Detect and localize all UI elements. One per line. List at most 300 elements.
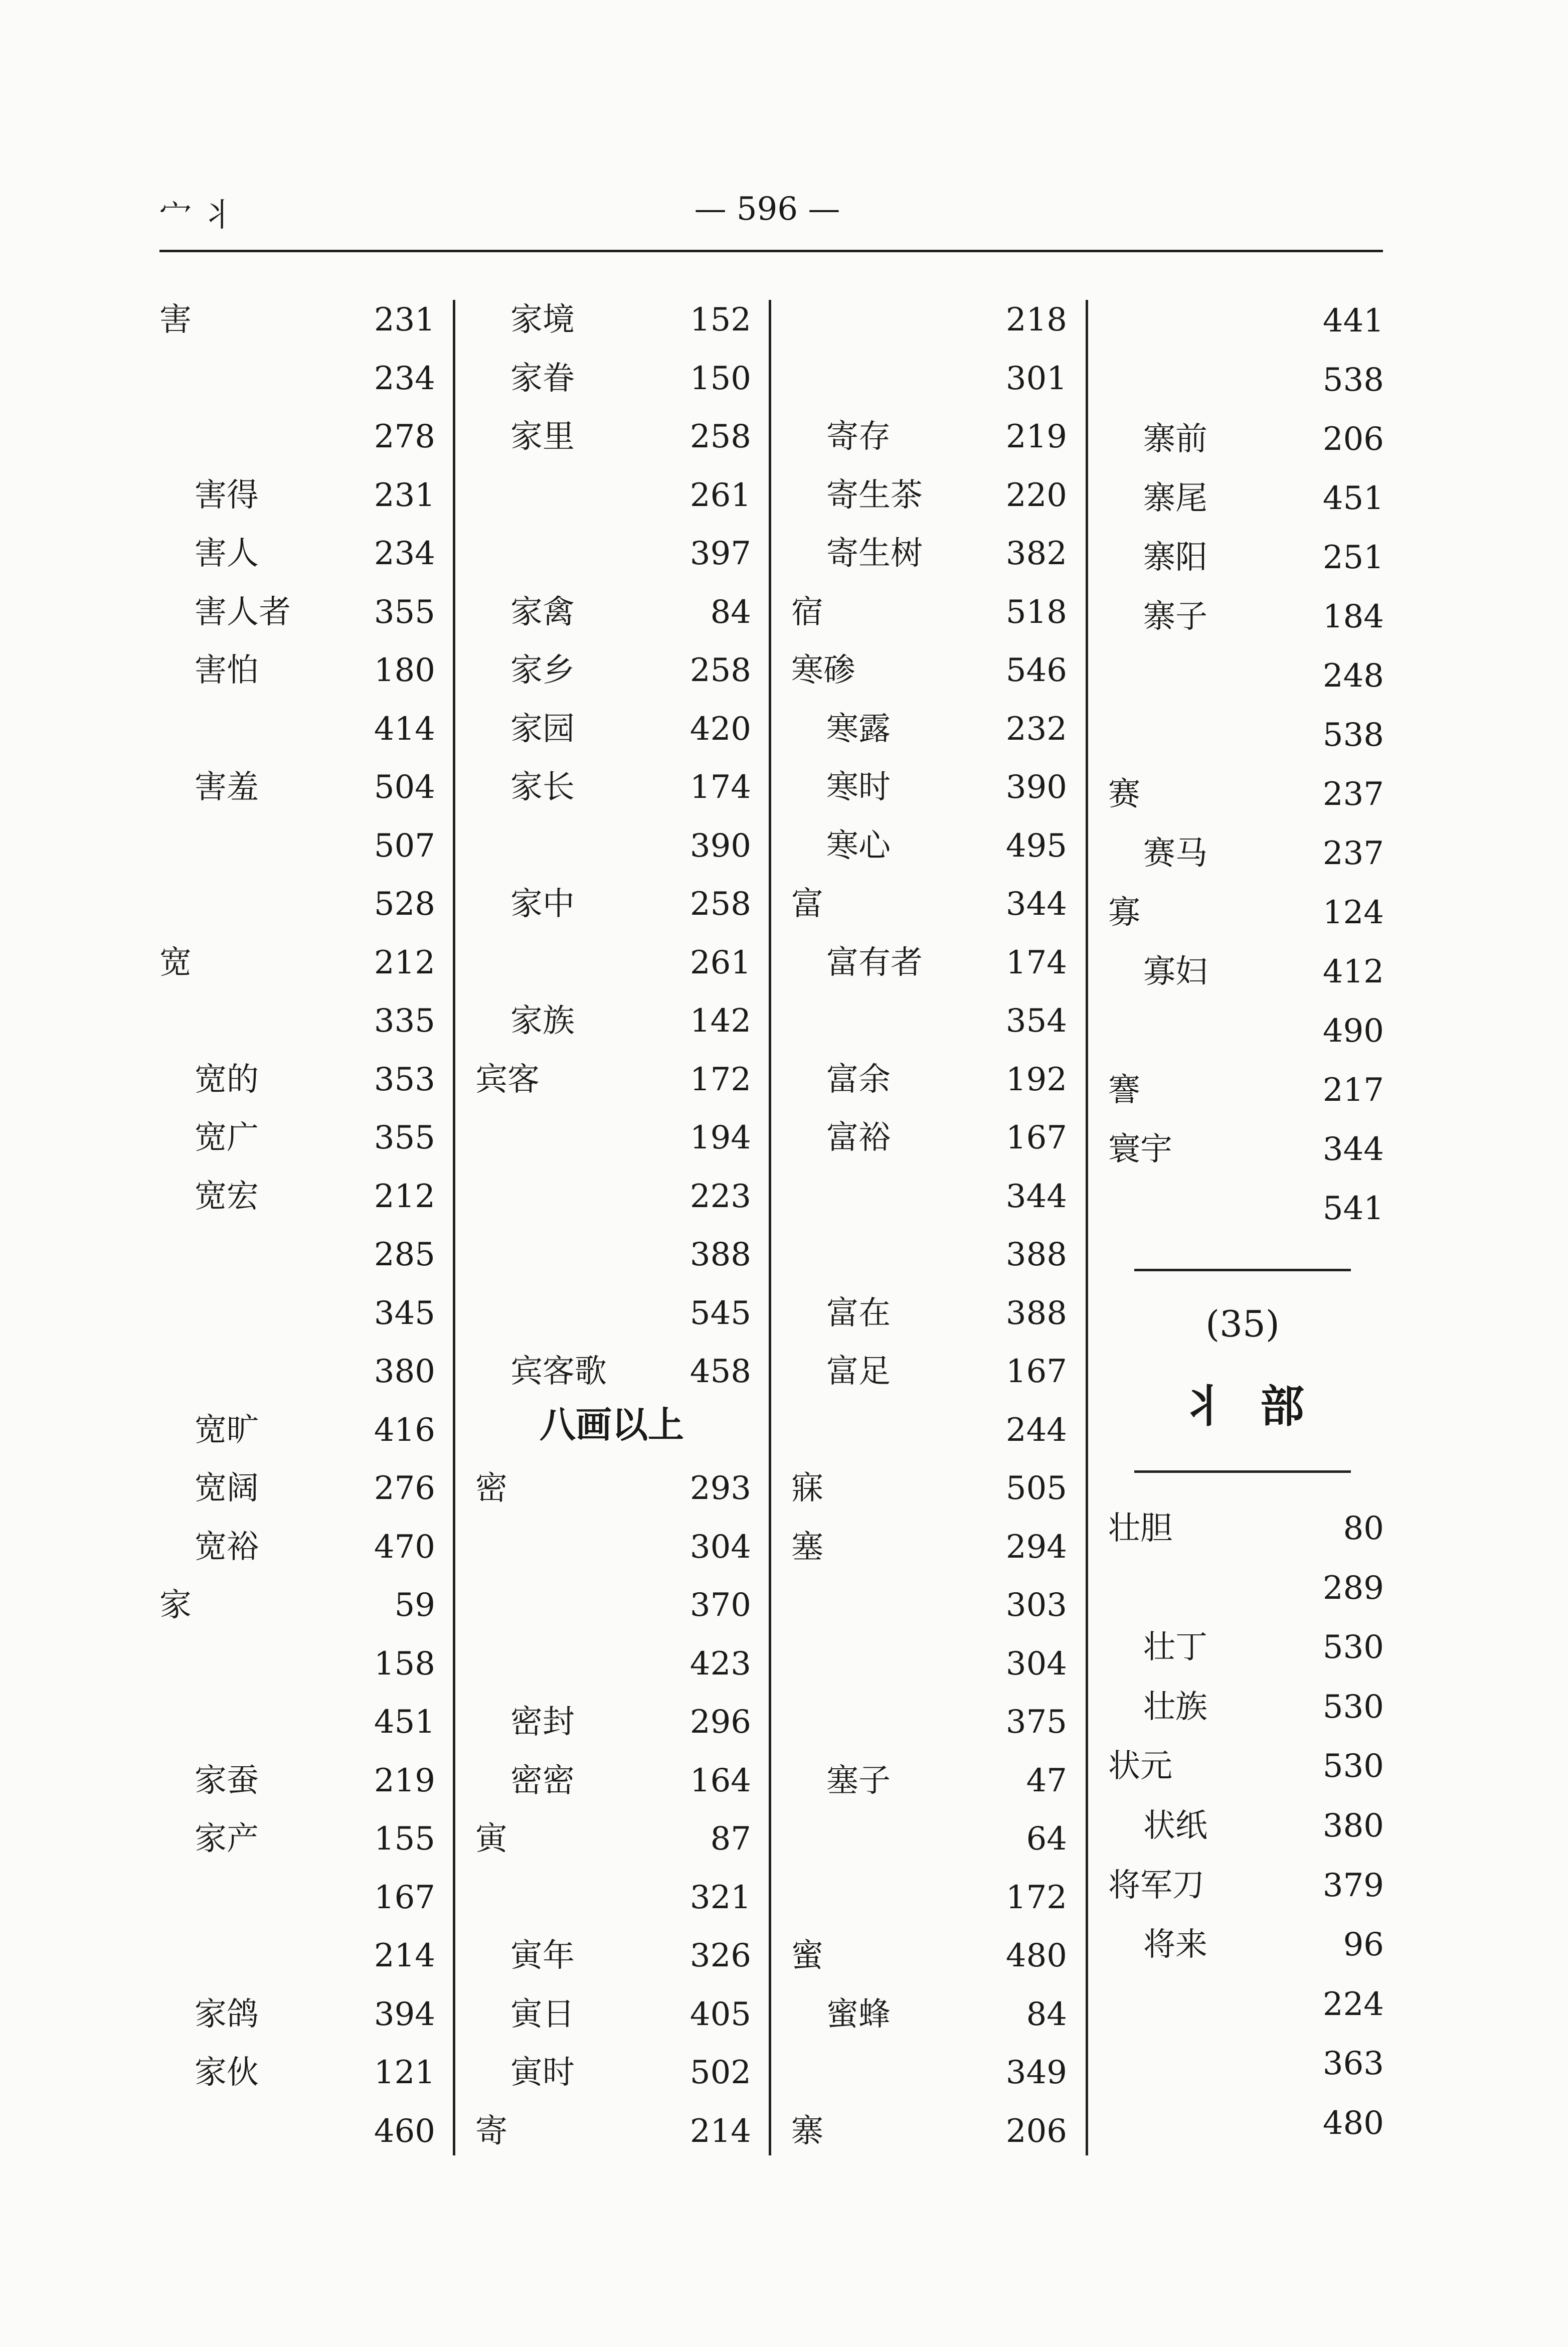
index-entry [159, 1576, 435, 1634]
index-entry [475, 1635, 751, 1693]
index-entry [475, 1284, 751, 1343]
index-term: 家族 [510, 1002, 575, 1040]
index-entry [1108, 529, 1384, 587]
page-reference: 217 [1322, 1072, 1384, 1109]
index-entry [475, 1343, 751, 1401]
index-entry [1108, 1975, 1384, 2034]
index-entry [1108, 1559, 1384, 1617]
index-entry [1108, 1678, 1384, 1736]
index-term: 寒心 [826, 827, 891, 865]
index-term: 密密 [510, 1762, 575, 1799]
index-entry [159, 1401, 435, 1459]
index-term: 寒时 [826, 769, 891, 806]
index-entry [791, 1576, 1067, 1634]
index-entry [791, 934, 1067, 992]
page-reference: 388 [689, 1236, 751, 1273]
index-entry [159, 1167, 435, 1226]
index-entry [791, 1985, 1067, 2044]
page-reference: 304 [689, 1529, 751, 1566]
page-reference: 152 [689, 301, 751, 339]
page-reference: 458 [689, 1353, 751, 1390]
page-reference: 261 [689, 477, 751, 514]
index-term: 寨尾 [1143, 480, 1207, 517]
page-reference: 180 [374, 652, 435, 689]
index-entry [475, 1927, 751, 1985]
index-entry [791, 1693, 1067, 1751]
page-reference: 451 [374, 1704, 435, 1741]
page-reference: 370 [689, 1587, 751, 1624]
index-term: 害人者 [195, 594, 291, 631]
index-entry [1108, 1797, 1384, 1855]
index-term: 蜜 [791, 1937, 823, 1974]
page-reference: 84 [710, 594, 751, 631]
index-entry [791, 1635, 1067, 1693]
subheading-eight-strokes: 八画以上 [539, 1404, 684, 1446]
index-entry [475, 641, 751, 700]
index-term: 宾客歌 [510, 1353, 607, 1390]
index-term: 家鸽 [195, 1996, 259, 2033]
page-reference: 412 [1322, 953, 1384, 990]
index-entry [791, 408, 1067, 466]
page-reference: 375 [1005, 1704, 1067, 1741]
index-entry [159, 1927, 435, 1985]
index-term: 壮丁 [1143, 1629, 1207, 1666]
index-entry [1108, 765, 1384, 823]
index-entry [1108, 410, 1384, 468]
page-reference: 326 [689, 1937, 751, 1974]
index-term: 寨阳 [1143, 539, 1207, 576]
index-entry [791, 641, 1067, 700]
index-entry [159, 1051, 435, 1109]
index-term: 害怕 [195, 652, 259, 689]
index-term: 状元 [1108, 1748, 1172, 1785]
index-entry [1108, 351, 1384, 409]
index-entry [791, 700, 1067, 758]
page-reference: 301 [1005, 360, 1067, 397]
index-entry [1108, 1002, 1384, 1060]
page-reference: 546 [1005, 652, 1067, 689]
index-term: 家 [159, 1587, 192, 1624]
section-rule-top [1134, 1269, 1351, 1271]
page-reference: 502 [689, 2054, 751, 2091]
page-reference: 220 [1005, 477, 1067, 514]
index-entry [159, 583, 435, 641]
index-entry [159, 1109, 435, 1167]
index-entry [475, 466, 751, 525]
page-reference: 237 [1322, 835, 1384, 872]
index-entry [475, 700, 751, 758]
page-reference: 248 [1322, 657, 1384, 695]
index-term: 家乡 [510, 652, 575, 689]
page-reference: 142 [689, 1002, 751, 1040]
index-term: 家中 [510, 886, 575, 923]
page-reference: 451 [1322, 480, 1384, 517]
page-reference: 212 [374, 1178, 435, 1215]
index-term: 宽的 [195, 1061, 259, 1098]
page-reference: 293 [689, 1470, 751, 1507]
page-reference: 349 [1005, 2054, 1067, 2091]
index-entry [475, 2044, 751, 2102]
page-reference: 538 [1322, 717, 1384, 754]
page-reference: 231 [374, 477, 435, 514]
page-reference: 353 [374, 1061, 435, 1098]
page-reference: 261 [689, 944, 751, 981]
index-entry [475, 1051, 751, 1109]
page-reference: 59 [394, 1587, 435, 1624]
index-entry [791, 1869, 1067, 1927]
page-reference: 388 [1005, 1295, 1067, 1332]
index-term: 赛 [1108, 776, 1140, 813]
index-entry [159, 1284, 435, 1343]
page-reference: 414 [374, 711, 435, 748]
page-reference: 224 [1322, 1986, 1384, 2023]
index-entry [159, 466, 435, 525]
page-reference: 397 [689, 535, 751, 572]
index-entry [791, 1226, 1067, 1284]
index-term: 寨 [791, 2113, 823, 2150]
page-reference: 206 [1322, 421, 1384, 458]
page-reference: 219 [1005, 418, 1067, 455]
index-entry [791, 466, 1067, 525]
page-reference: 244 [1005, 1412, 1067, 1449]
index-entry [1108, 1857, 1384, 1915]
page-reference: 321 [689, 1879, 751, 1916]
index-term: 寒露 [826, 711, 891, 748]
index-term: 家伙 [195, 2054, 259, 2091]
index-term: 寐 [791, 1470, 823, 1507]
index-entry [159, 992, 435, 1050]
page-reference: 420 [689, 711, 751, 748]
index-entry [475, 583, 751, 641]
index-entry [159, 408, 435, 466]
page-reference: 150 [689, 360, 751, 397]
index-entry [791, 1459, 1067, 1518]
page-reference: 530 [1322, 1689, 1384, 1726]
index-entry [1108, 1120, 1384, 1179]
index-term: 家长 [510, 769, 575, 806]
page-reference: 278 [374, 418, 435, 455]
index-term: 家里 [510, 418, 575, 455]
page-reference: 460 [374, 2113, 435, 2150]
index-entry [1108, 824, 1384, 883]
index-entry [1108, 647, 1384, 705]
index-entry [1108, 1618, 1384, 1677]
page-reference: 530 [1322, 1629, 1384, 1666]
index-term: 塞子 [826, 1762, 891, 1799]
page-reference: 174 [689, 769, 751, 806]
page-reference: 158 [374, 1645, 435, 1683]
index-entry [791, 583, 1067, 641]
page-number: — 596 — [694, 191, 840, 228]
index-entry [791, 2044, 1067, 2102]
index-term: 宽 [159, 944, 192, 981]
index-entry [159, 700, 435, 758]
page-reference: 258 [689, 652, 751, 689]
column-divider [1086, 300, 1088, 2155]
index-entry [791, 992, 1067, 1050]
index-entry [159, 525, 435, 583]
page-reference: 394 [374, 1996, 435, 2033]
radical-tag: 宀丬 [159, 197, 244, 234]
index-entry [159, 1693, 435, 1751]
page-reference: 206 [1005, 2113, 1067, 2150]
index-entry [159, 1810, 435, 1868]
index-term: 寄生茶 [826, 477, 923, 514]
page-reference: 174 [1005, 944, 1067, 981]
section-title: 丬部 [1180, 1381, 1339, 1432]
index-entry [791, 1810, 1067, 1868]
page-reference: 344 [1005, 886, 1067, 923]
page-reference: 80 [1343, 1510, 1384, 1547]
index-entry [1108, 1061, 1384, 1119]
page-reference: 164 [689, 1762, 751, 1799]
index-term: 寡 [1108, 894, 1140, 931]
index-entry [791, 1051, 1067, 1109]
page-reference: 285 [374, 1236, 435, 1273]
index-entry [1108, 884, 1384, 942]
index-term: 密封 [510, 1704, 575, 1741]
index-entry [475, 291, 751, 349]
page-reference: 470 [374, 1529, 435, 1566]
page-reference: 504 [374, 769, 435, 806]
page-reference: 380 [1322, 1807, 1384, 1845]
page-reference: 167 [1005, 1119, 1067, 1156]
index-term: 寄 [475, 2113, 507, 2150]
index-entry [159, 1752, 435, 1810]
index-term: 宽广 [195, 1119, 259, 1156]
index-term: 富裕 [826, 1119, 891, 1156]
index-term: 家境 [510, 301, 575, 339]
index-entry [475, 1109, 751, 1167]
index-entry [1108, 292, 1384, 350]
index-entry [791, 1752, 1067, 1810]
page-reference: 172 [689, 1061, 751, 1098]
page-reference: 423 [689, 1645, 751, 1683]
index-entry [1108, 588, 1384, 646]
index-entry [791, 758, 1067, 816]
index-entry [475, 992, 751, 1050]
index-term: 富在 [826, 1295, 891, 1332]
index-term: 寄存 [826, 418, 891, 455]
index-term: 謇 [1108, 1072, 1140, 1109]
index-entry [475, 2102, 751, 2160]
index-entry [1108, 1499, 1384, 1558]
index-entry [1108, 943, 1384, 1001]
page-reference: 382 [1005, 535, 1067, 572]
page-reference: 530 [1322, 1748, 1384, 1785]
index-entry [475, 934, 751, 992]
page-reference: 495 [1005, 827, 1067, 865]
index-entry [791, 817, 1067, 875]
index-term: 害 [159, 301, 192, 339]
index-entry [159, 1985, 435, 2044]
page-reference: 172 [1005, 1879, 1067, 1916]
index-term: 寅 [475, 1820, 507, 1858]
column-divider [453, 300, 455, 2155]
page-reference: 480 [1005, 1937, 1067, 1974]
page-reference: 518 [1005, 594, 1067, 631]
index-term: 宽旷 [195, 1412, 259, 1449]
index-term: 家禽 [510, 594, 575, 631]
index-term: 寅时 [510, 2054, 575, 2091]
index-term: 富余 [826, 1061, 891, 1098]
index-term: 寒碜 [791, 652, 855, 689]
index-entry [475, 758, 751, 816]
page-reference: 296 [689, 1704, 751, 1741]
index-entry [791, 1109, 1067, 1167]
index-entry [1108, 469, 1384, 528]
page-reference: 344 [1322, 1131, 1384, 1168]
index-term: 寰宇 [1108, 1131, 1172, 1168]
index-entry [475, 1518, 751, 1576]
index-term: 害得 [195, 477, 259, 514]
page-reference: 47 [1026, 1762, 1067, 1799]
page-reference: 289 [1322, 1570, 1384, 1607]
index-term: 寅日 [510, 1996, 575, 2033]
index-term: 富 [791, 886, 823, 923]
page-reference: 64 [1026, 1820, 1067, 1858]
page-reference: 355 [374, 1119, 435, 1156]
index-entry [159, 1343, 435, 1401]
index-entry [159, 2044, 435, 2102]
index-entry [159, 641, 435, 700]
index-term: 寡妇 [1143, 953, 1207, 990]
page-reference: 234 [374, 360, 435, 397]
page-reference: 355 [374, 594, 435, 631]
index-entry [159, 1869, 435, 1927]
page-reference: 541 [1322, 1190, 1384, 1227]
index-entry [475, 1576, 751, 1634]
page-reference: 490 [1322, 1013, 1384, 1050]
index-entry [475, 350, 751, 408]
page-reference: 390 [689, 827, 751, 865]
page-reference: 167 [1005, 1353, 1067, 1390]
index-entry [159, 934, 435, 992]
index-term: 密 [475, 1470, 507, 1507]
index-entry [475, 875, 751, 933]
index-entry [791, 1343, 1067, 1401]
page-reference: 121 [374, 2054, 435, 2091]
index-term: 富有者 [826, 944, 923, 981]
page-reference: 223 [689, 1178, 751, 1215]
page-reference: 96 [1343, 1926, 1384, 1963]
index-entry [791, 1284, 1067, 1343]
index-entry [475, 525, 751, 583]
page-reference: 390 [1005, 769, 1067, 806]
index-entry [475, 1752, 751, 1810]
index-entry [1108, 2035, 1384, 2093]
page-reference: 335 [374, 1002, 435, 1040]
page-reference: 363 [1322, 2045, 1384, 2082]
section-number: (35) [1205, 1303, 1280, 1345]
index-term: 宿 [791, 594, 823, 631]
page-reference: 354 [1005, 1002, 1067, 1040]
index-entry [1108, 2094, 1384, 2152]
index-term: 状纸 [1143, 1807, 1207, 1845]
index-term: 寄生树 [826, 535, 923, 572]
index-entry [475, 1226, 751, 1284]
index-entry [475, 1167, 751, 1226]
index-entry [475, 1693, 751, 1751]
index-entry [159, 1518, 435, 1576]
page-reference: 480 [1322, 2105, 1384, 2142]
page-reference: 258 [689, 418, 751, 455]
index-term: 家眷 [510, 360, 575, 397]
index-entry [791, 1401, 1067, 1459]
page-reference: 416 [374, 1412, 435, 1449]
page-reference: 219 [374, 1762, 435, 1799]
index-entry [1108, 1916, 1384, 1974]
index-entry [159, 1635, 435, 1693]
index-term: 家园 [510, 711, 575, 748]
index-entry [791, 1518, 1067, 1576]
page-reference: 232 [1005, 711, 1067, 748]
page-reference: 192 [1005, 1061, 1067, 1098]
index-entry [791, 291, 1067, 349]
index-entry [475, 1869, 751, 1927]
page-reference: 155 [374, 1820, 435, 1858]
page-reference: 380 [374, 1353, 435, 1390]
index-entry [791, 1167, 1067, 1226]
index-entry [475, 1459, 751, 1518]
index-term: 富足 [826, 1353, 891, 1390]
index-entry [791, 1927, 1067, 1985]
index-term: 壮胆 [1108, 1510, 1172, 1547]
page-reference: 212 [374, 944, 435, 981]
index-entry [159, 350, 435, 408]
page-reference: 294 [1005, 1529, 1067, 1566]
page-reference: 345 [374, 1295, 435, 1332]
index-entry [475, 1985, 751, 2044]
index-entry [1108, 706, 1384, 764]
page-reference: 304 [1005, 1645, 1067, 1683]
index-term: 寨子 [1143, 598, 1207, 635]
page-reference: 379 [1322, 1867, 1384, 1904]
index-term: 家产 [195, 1820, 259, 1858]
page-reference: 84 [1026, 1996, 1067, 2033]
page-reference: 405 [689, 1996, 751, 2033]
index-entry [475, 817, 751, 875]
page-reference: 234 [374, 535, 435, 572]
page-reference: 237 [1322, 776, 1384, 813]
index-entry [159, 817, 435, 875]
index-entry [159, 2102, 435, 2160]
index-entry [475, 1810, 751, 1868]
page-reference: 441 [1322, 302, 1384, 340]
page-reference: 507 [374, 827, 435, 865]
page-reference: 87 [710, 1820, 751, 1858]
index-entry [159, 875, 435, 933]
page-reference: 218 [1005, 301, 1067, 339]
index-entry [1108, 1737, 1384, 1795]
index-term: 壮族 [1143, 1689, 1207, 1726]
index-term: 赛马 [1143, 835, 1207, 872]
index-term: 家蚕 [195, 1762, 259, 1799]
page-reference: 184 [1322, 598, 1384, 635]
index-term: 宽阔 [195, 1470, 259, 1507]
page-reference: 251 [1322, 539, 1384, 576]
index-entry [791, 2102, 1067, 2160]
page-reference: 303 [1005, 1587, 1067, 1624]
index-entry [475, 408, 751, 466]
page-reference: 538 [1322, 362, 1384, 399]
index-term: 蜜蜂 [826, 1996, 891, 2033]
page-reference: 167 [374, 1879, 435, 1916]
index-term: 害人 [195, 535, 259, 572]
page-reference: 528 [374, 886, 435, 923]
index-entry [159, 291, 435, 349]
column-divider [769, 300, 771, 2155]
